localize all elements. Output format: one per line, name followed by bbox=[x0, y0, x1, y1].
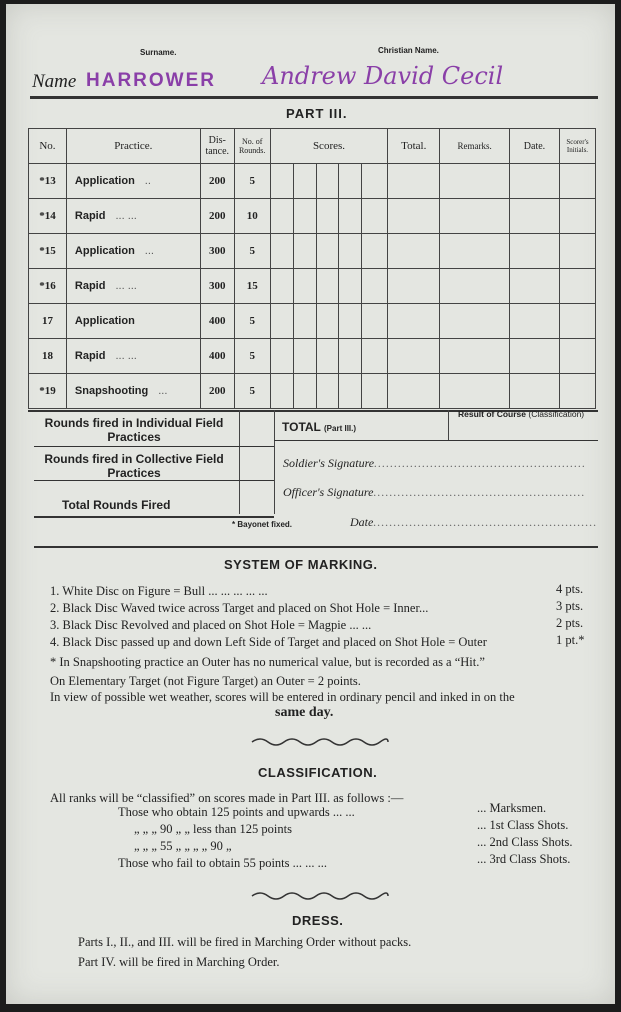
header-date: Date. bbox=[510, 129, 560, 164]
score-cell[interactable] bbox=[339, 339, 362, 374]
table-header-row bbox=[29, 129, 596, 164]
total-cell[interactable] bbox=[388, 199, 440, 234]
score-cell[interactable] bbox=[339, 164, 362, 199]
total-cell[interactable] bbox=[388, 164, 440, 199]
lower-divider bbox=[274, 410, 275, 514]
ornament-divider-2 bbox=[250, 890, 390, 902]
practice-dots: ... bbox=[158, 385, 168, 397]
row-number: *19 bbox=[29, 374, 67, 409]
classification-intro: All ranks will be “classified” on scores made in Part III. as follows :— bbox=[50, 791, 404, 805]
row-rounds: 5 bbox=[234, 374, 270, 409]
part-title: PART III. bbox=[286, 106, 348, 121]
rule-total bbox=[274, 440, 598, 441]
marking-note-3-bold: same day. bbox=[275, 705, 334, 720]
classification-grade: ... Marksmen. bbox=[477, 801, 547, 815]
name-underline bbox=[30, 96, 598, 99]
marking-points: 1 pt.* bbox=[556, 633, 585, 647]
header-total: Total. bbox=[388, 129, 440, 164]
practice-dots: ... ... bbox=[115, 280, 137, 292]
score-cell[interactable] bbox=[316, 374, 339, 409]
practice-name: Application bbox=[74, 315, 135, 327]
row-number: 18 bbox=[29, 339, 67, 374]
score-cell[interactable] bbox=[293, 164, 316, 199]
score-cell[interactable] bbox=[316, 304, 339, 339]
result-divider bbox=[448, 410, 449, 440]
score-cell[interactable] bbox=[316, 199, 339, 234]
rounds-individual-label: Rounds fired in Individual Field Practices bbox=[44, 416, 224, 444]
score-cell[interactable] bbox=[270, 304, 293, 339]
score-cell[interactable] bbox=[316, 339, 339, 374]
row-rounds: 5 bbox=[234, 234, 270, 269]
row-rounds: 10 bbox=[234, 199, 270, 234]
soldier-signature[interactable]: Soldier's Signature..................................................... bbox=[283, 456, 587, 470]
row-distance: 300 bbox=[200, 269, 234, 304]
date-cell[interactable] bbox=[510, 269, 560, 304]
name-label: Name bbox=[32, 71, 77, 92]
table-row bbox=[29, 164, 596, 199]
ornament-divider-1 bbox=[250, 736, 390, 748]
table-row bbox=[29, 199, 596, 234]
score-cell[interactable] bbox=[293, 269, 316, 304]
score-cell[interactable] bbox=[339, 304, 362, 339]
header-remarks: Remarks. bbox=[440, 129, 510, 164]
remarks-cell[interactable] bbox=[440, 269, 510, 304]
initials-cell[interactable] bbox=[559, 234, 595, 269]
date-cell[interactable] bbox=[510, 234, 560, 269]
result-sub: (Classification) bbox=[528, 409, 585, 419]
surname-value: HARROWER bbox=[86, 70, 216, 91]
christian-name-value: Andrew David Cecil bbox=[262, 62, 504, 90]
marking-title: SYSTEM OF MARKING. bbox=[224, 557, 378, 572]
score-cell[interactable] bbox=[293, 374, 316, 409]
rounds-collective-label: Rounds fired in Collective Field Practices bbox=[44, 452, 224, 480]
remarks-cell[interactable] bbox=[440, 164, 510, 199]
score-cell[interactable] bbox=[362, 269, 388, 304]
total-cell[interactable] bbox=[388, 304, 440, 339]
section-rule bbox=[34, 546, 598, 548]
remarks-cell[interactable] bbox=[440, 199, 510, 234]
lower-divider-left bbox=[239, 410, 240, 514]
date-cell[interactable] bbox=[510, 374, 560, 409]
table-row bbox=[29, 269, 596, 304]
classification-line: „ „ „ 55 „ „ „ „ 90 „ bbox=[134, 839, 232, 853]
total-cell[interactable] bbox=[388, 234, 440, 269]
score-cell[interactable] bbox=[339, 269, 362, 304]
score-cell[interactable] bbox=[316, 234, 339, 269]
rule-c bbox=[34, 516, 274, 518]
score-cell[interactable] bbox=[270, 234, 293, 269]
practice-name: Application bbox=[74, 245, 135, 257]
score-cell[interactable] bbox=[316, 269, 339, 304]
remarks-cell[interactable] bbox=[440, 304, 510, 339]
marking-note-3: In view of possible wet weather, scores will be entered in ordinary pencil and inked in on the bbox=[50, 690, 515, 704]
officer-signature-label: Officer's Signature bbox=[283, 485, 374, 499]
dress-line-1: Parts I., II., and III. will be fired in Marching Order without packs. bbox=[78, 935, 412, 949]
row-number: *15 bbox=[29, 234, 67, 269]
surname-caption: Surname. bbox=[140, 48, 177, 57]
total-rounds-label: Total Rounds Fired bbox=[62, 498, 171, 512]
initials-cell[interactable] bbox=[559, 304, 595, 339]
score-cell[interactable] bbox=[362, 199, 388, 234]
row-practice bbox=[66, 374, 200, 409]
row-rounds: 5 bbox=[234, 164, 270, 199]
remarks-cell[interactable] bbox=[440, 374, 510, 409]
score-cell[interactable] bbox=[293, 199, 316, 234]
row-distance: 200 bbox=[200, 164, 234, 199]
row-rounds: 15 bbox=[234, 269, 270, 304]
initials-cell[interactable] bbox=[559, 339, 595, 374]
practice-name: Application bbox=[74, 175, 135, 187]
initials-cell[interactable] bbox=[559, 199, 595, 234]
table-row bbox=[29, 234, 596, 269]
total-label bbox=[282, 420, 356, 434]
total-sub: (Part III.) bbox=[324, 424, 357, 433]
marking-item: 4. Black Disc passed up and down Left Side of Target and placed on Shot Hole = Outer bbox=[50, 635, 487, 649]
classification-grade: ... 1st Class Shots. bbox=[477, 818, 569, 832]
row-distance: 300 bbox=[200, 234, 234, 269]
date-cell[interactable] bbox=[510, 339, 560, 374]
dress-title: DRESS. bbox=[292, 913, 344, 928]
header-practice: Practice. bbox=[66, 129, 200, 164]
row-distance: 400 bbox=[200, 304, 234, 339]
marking-item: 2. Black Disc Waved twice across Target and placed on Shot Hole = Inner... bbox=[50, 601, 429, 615]
rule-b bbox=[34, 480, 274, 481]
header-no: No. bbox=[29, 129, 67, 164]
classification-grade: ... 3rd Class Shots. bbox=[477, 852, 571, 866]
practice-dots: ... ... bbox=[115, 350, 137, 362]
table-row bbox=[29, 304, 596, 339]
score-cell[interactable] bbox=[293, 304, 316, 339]
marking-points: 2 pts. bbox=[556, 616, 584, 630]
classification-grade: ... 2nd Class Shots. bbox=[477, 835, 573, 849]
row-distance: 200 bbox=[200, 374, 234, 409]
score-cell[interactable] bbox=[270, 374, 293, 409]
score-cell[interactable] bbox=[339, 199, 362, 234]
marking-item: 1. White Disc on Figure = Bull ... ... ... ... ... bbox=[50, 584, 268, 598]
score-cell[interactable] bbox=[270, 339, 293, 374]
row-practice bbox=[66, 164, 200, 199]
soldier-signature-label: Soldier's Signature bbox=[283, 456, 375, 470]
row-distance: 200 bbox=[200, 199, 234, 234]
row-practice bbox=[66, 199, 200, 234]
classification-line: „ „ „ 90 „ „ less than 125 points bbox=[134, 822, 292, 836]
score-cell[interactable] bbox=[362, 234, 388, 269]
date-cell[interactable] bbox=[510, 164, 560, 199]
result-text: Result of Course bbox=[458, 409, 527, 419]
row-practice bbox=[66, 339, 200, 374]
marking-points: 3 pts. bbox=[556, 599, 584, 613]
remarks-cell[interactable] bbox=[440, 234, 510, 269]
score-cell[interactable] bbox=[339, 374, 362, 409]
score-cell[interactable] bbox=[362, 339, 388, 374]
row-number: *16 bbox=[29, 269, 67, 304]
row-number: 17 bbox=[29, 304, 67, 339]
practice-name: Rapid bbox=[74, 210, 106, 222]
classification-title: CLASSIFICATION. bbox=[258, 765, 378, 780]
header-scores: Scores. bbox=[270, 129, 388, 164]
total-text: TOTAL bbox=[282, 420, 321, 434]
score-cell[interactable] bbox=[316, 164, 339, 199]
marking-item: 3. Black Disc Revolved and placed on Shot Hole = Magpie ... ... bbox=[50, 618, 372, 632]
initials-cell[interactable] bbox=[559, 374, 595, 409]
marking-note-2: On Elementary Target (not Figure Target) an Outer = 2 points. bbox=[50, 674, 361, 688]
score-cell[interactable] bbox=[362, 164, 388, 199]
initials-cell[interactable] bbox=[559, 269, 595, 304]
total-cell[interactable] bbox=[388, 374, 440, 409]
row-number: *13 bbox=[29, 164, 67, 199]
score-cell[interactable] bbox=[270, 199, 293, 234]
rule-a bbox=[34, 446, 274, 447]
row-practice bbox=[66, 304, 200, 339]
score-cell[interactable] bbox=[362, 304, 388, 339]
practice-name: Rapid bbox=[74, 350, 106, 362]
table-row bbox=[29, 339, 596, 374]
classification-line: Those who fail to obtain 55 points ... ... ... bbox=[118, 856, 328, 870]
date-field[interactable]: Date........................................................ bbox=[350, 515, 598, 529]
row-rounds: 5 bbox=[234, 339, 270, 374]
score-cell[interactable] bbox=[270, 164, 293, 199]
row-number: *14 bbox=[29, 199, 67, 234]
header-distance: Dis-tance. bbox=[200, 129, 234, 164]
remarks-cell[interactable] bbox=[440, 339, 510, 374]
classification-line: Those who obtain 125 points and upwards ... ... bbox=[118, 805, 355, 819]
result-label bbox=[458, 409, 584, 419]
practice-name: Snapshooting bbox=[74, 385, 149, 397]
score-cell[interactable] bbox=[270, 269, 293, 304]
marking-points: 4 pts. bbox=[556, 582, 584, 596]
date-cell[interactable] bbox=[510, 304, 560, 339]
scores-table bbox=[28, 128, 596, 409]
practice-name: Rapid bbox=[74, 280, 106, 292]
total-cell[interactable] bbox=[388, 269, 440, 304]
row-rounds: 5 bbox=[234, 304, 270, 339]
date-cell[interactable] bbox=[510, 199, 560, 234]
initials-cell[interactable] bbox=[559, 164, 595, 199]
practice-dots: ... ... bbox=[115, 210, 137, 222]
bayonet-note: * Bayonet fixed. bbox=[232, 520, 293, 529]
row-distance: 400 bbox=[200, 339, 234, 374]
row-practice bbox=[66, 234, 200, 269]
row-practice bbox=[66, 269, 200, 304]
score-cell[interactable] bbox=[293, 339, 316, 374]
christian-name-caption: Christian Name. bbox=[378, 46, 439, 55]
practice-dots: ... bbox=[144, 245, 154, 257]
score-cell[interactable] bbox=[339, 234, 362, 269]
practice-dots: .. bbox=[144, 175, 151, 187]
score-cell[interactable] bbox=[362, 374, 388, 409]
date-label: Date bbox=[350, 515, 374, 529]
officer-signature[interactable]: Officer's Signature..................................................... bbox=[283, 485, 586, 499]
score-cell[interactable] bbox=[293, 234, 316, 269]
table-row bbox=[29, 374, 596, 409]
dress-line-2: Part IV. will be fired in Marching Order. bbox=[78, 955, 280, 969]
header-rounds: No. of Rounds. bbox=[234, 129, 270, 164]
total-cell[interactable] bbox=[388, 339, 440, 374]
header-initials: Scorer's Initials. bbox=[559, 129, 595, 164]
marking-note-1: * In Snapshooting practice an Outer has no numerical value, but is recorded as a “Hit.” bbox=[50, 655, 485, 669]
